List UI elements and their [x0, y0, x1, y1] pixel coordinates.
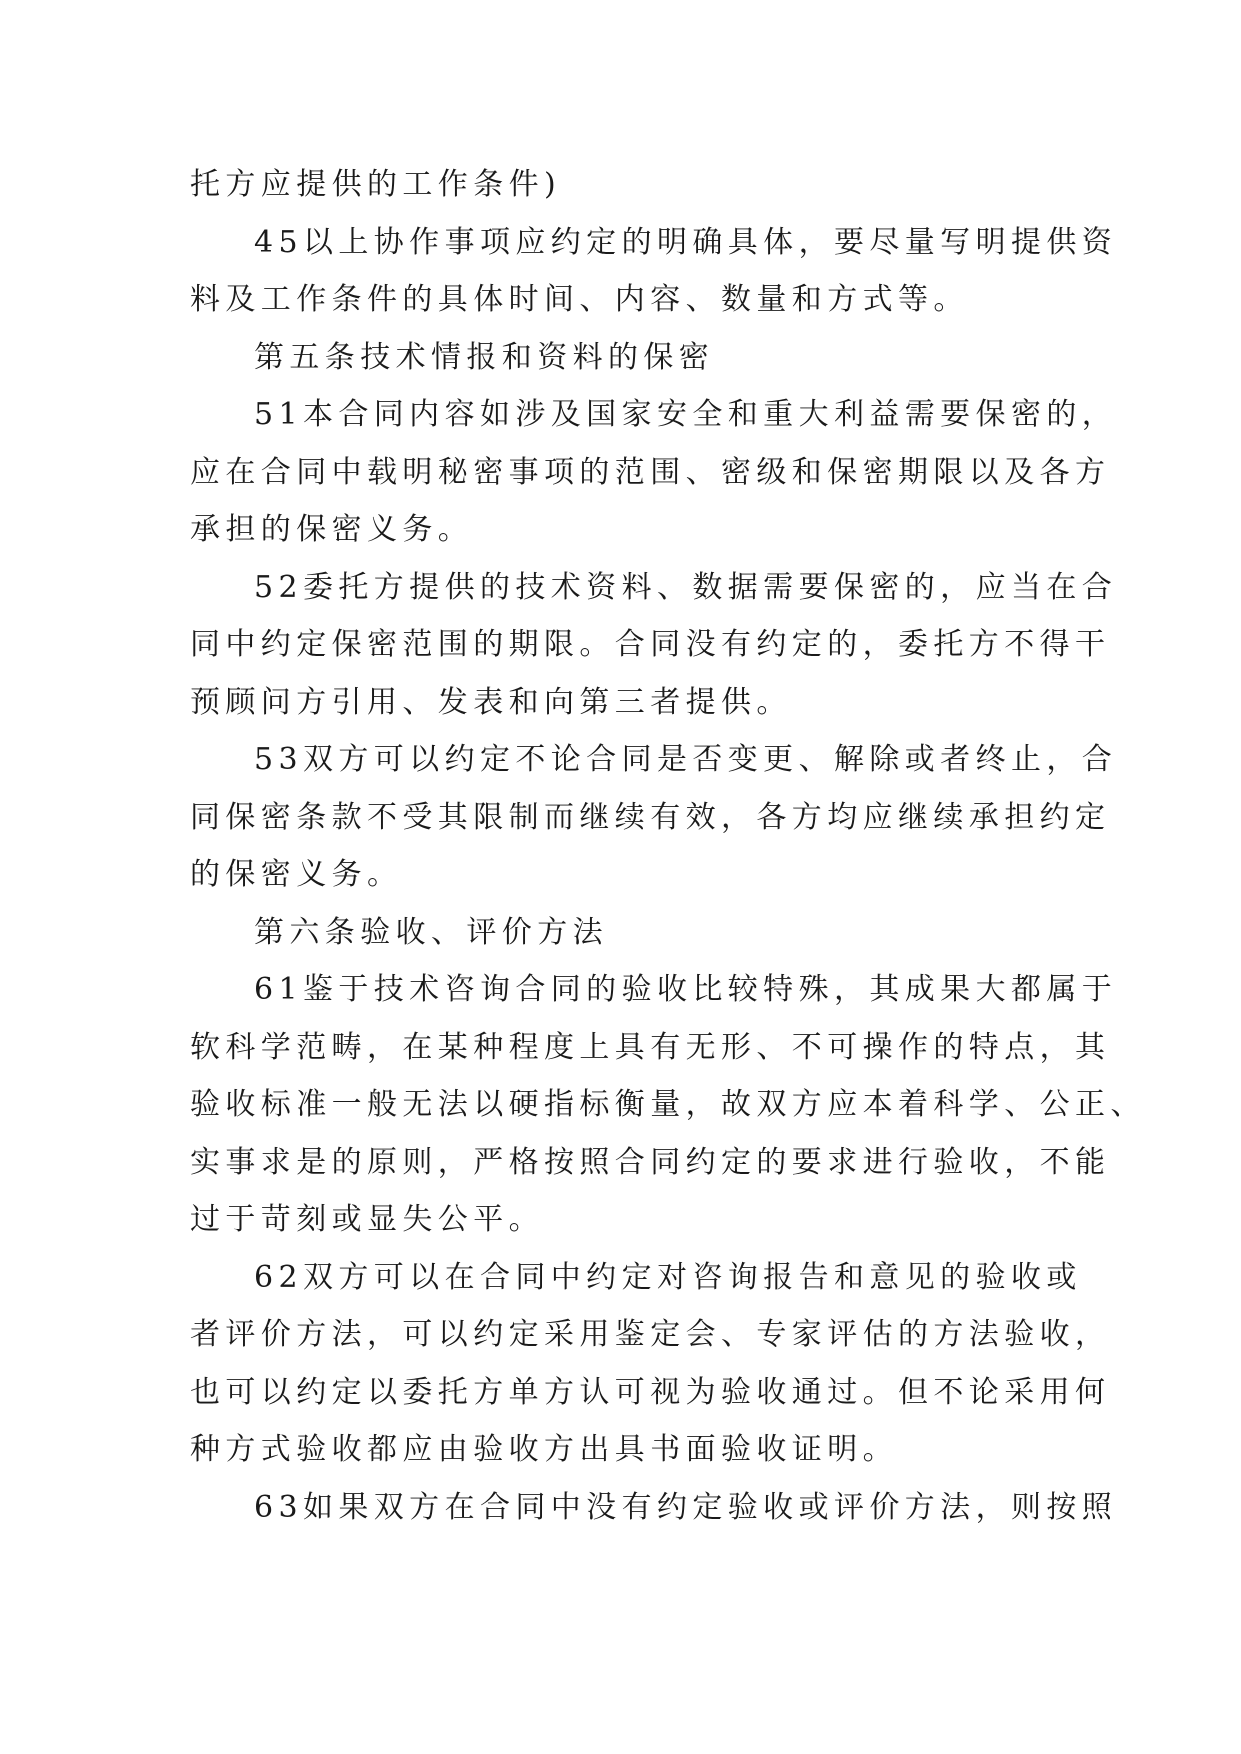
- document-body: [190, 156, 1146, 1536]
- text-line: 也可以约定以委托方单方认可视为验收通过。但不论采用何: [190, 1374, 1111, 1410]
- text-line: 预顾问方引用、发表和向第三者提供。: [190, 684, 792, 720]
- text-line: 软科学范畴，在某种程度上具有无形、不可操作的特点，其: [190, 1029, 1111, 1065]
- text-line: 者评价方法，可以约定采用鉴定会、专家评估的方法验收，: [190, 1317, 1111, 1352]
- section-heading: 第五条技术情报和资料的保密: [254, 339, 715, 375]
- text-line: 51本合同内容如涉及国家安全和重大利益需要保密的，: [254, 397, 1118, 432]
- text-line: 52委托方提供的技术资料、数据需要保密的，应当在合: [254, 569, 1118, 605]
- text-line: 承担的保密义务。: [190, 512, 474, 547]
- text-line: 过于苛刻或显失公平。: [190, 1202, 544, 1237]
- section-heading: 第六条验收、评价方法: [254, 914, 608, 950]
- text-line: 应在合同中载明秘密事项的范围、密级和保密期限以及各方: [190, 454, 1111, 490]
- text-line: 63如果双方在合同中没有约定验收或评价方法，则按照: [254, 1489, 1118, 1525]
- text-line: 的保密义务。: [190, 857, 403, 892]
- text-line: 53双方可以约定不论合同是否变更、解除或者终止，合: [254, 742, 1118, 777]
- text-line: 种方式验收都应由验收方出具书面验收证明。: [190, 1432, 898, 1467]
- text-line: 托方应提供的工作条件): [190, 167, 562, 202]
- text-line: 料及工作条件的具体时间、内容、数量和方式等。: [190, 282, 969, 317]
- text-line: 62双方可以在合同中约定对咨询报告和意见的验收或: [254, 1259, 1082, 1295]
- text-line: 61鉴于技术咨询合同的验收比较特殊，其成果大都属于: [254, 972, 1118, 1007]
- text-line: 实事求是的原则，严格按照合同约定的要求进行验收，不能: [190, 1144, 1111, 1180]
- text-line: 同中约定保密范围的期限。合同没有约定的，委托方不得干: [190, 627, 1111, 662]
- text-line: 45以上协作事项应约定的明确具体，要尽量写明提供资: [254, 224, 1118, 260]
- text-line: 验收标准一般无法以硬指标衡量，故双方应本着科学、公正、: [190, 1087, 1146, 1122]
- text-line: 同保密条款不受其限制而继续有效，各方均应继续承担约定: [190, 799, 1111, 835]
